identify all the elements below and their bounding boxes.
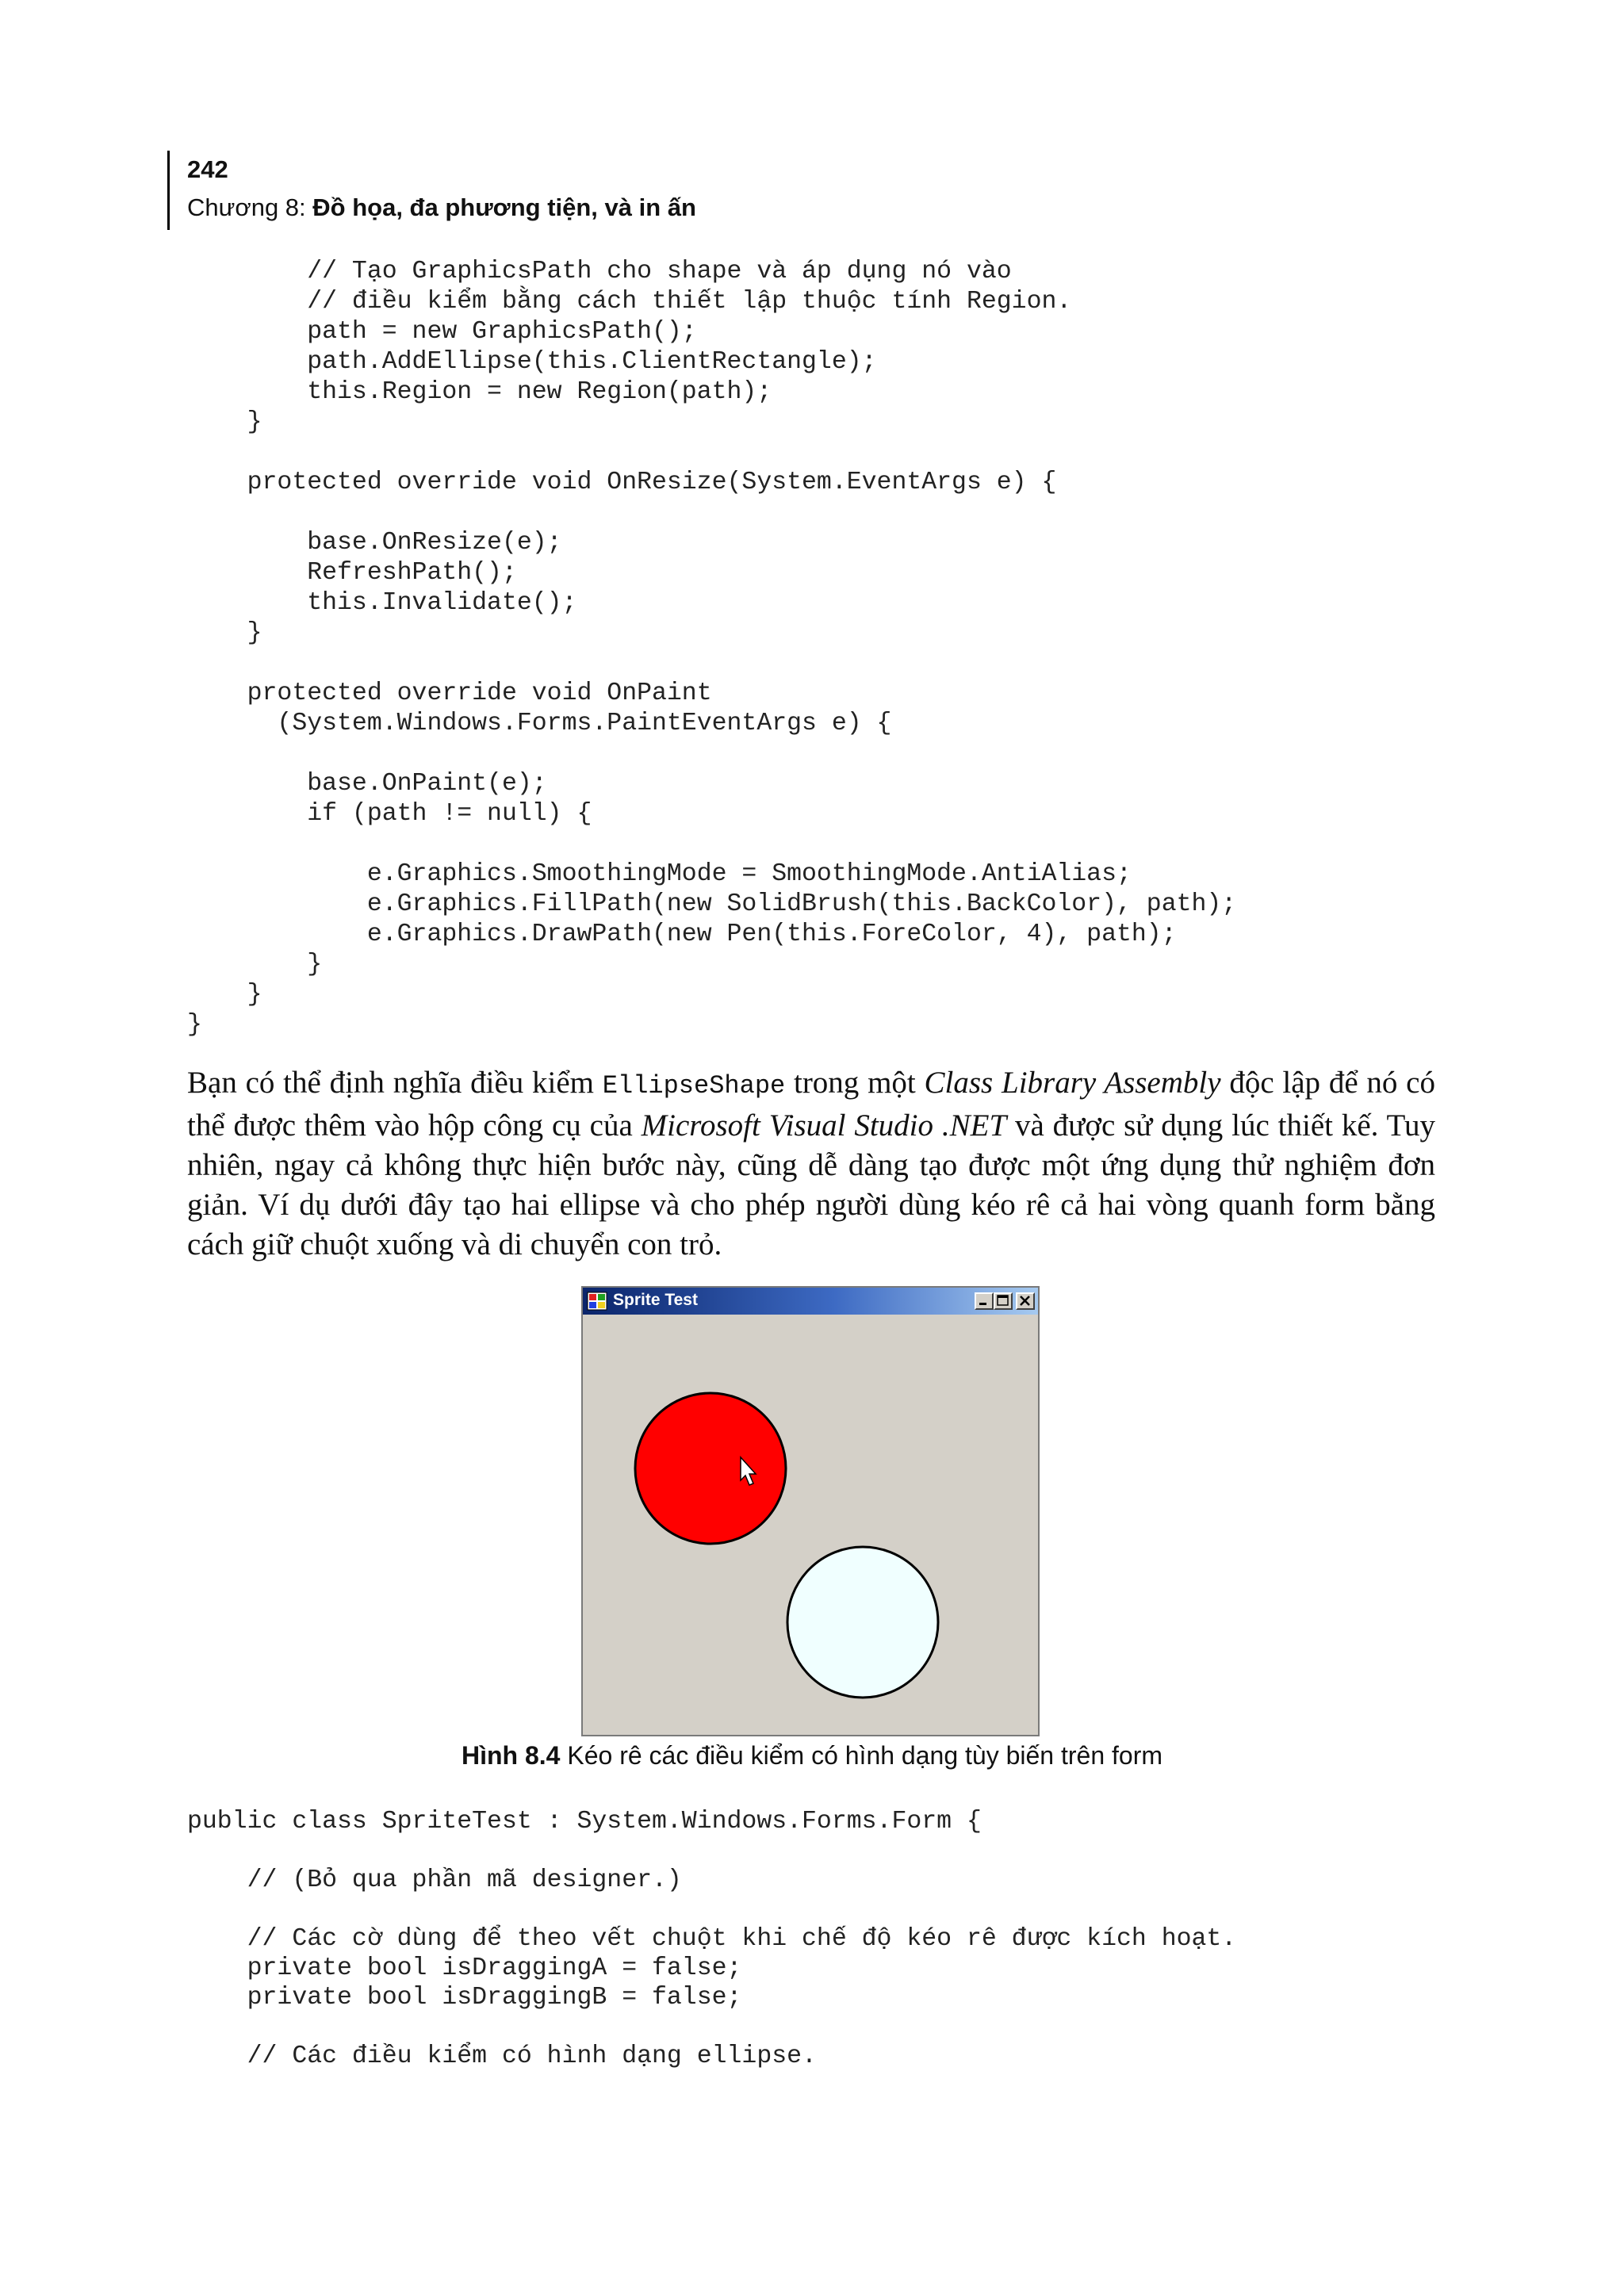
paragraph-text-2: trong một <box>785 1066 925 1100</box>
code-block-1 <box>187 257 1236 1040</box>
code-line: private bool isDraggingB = false; <box>187 1984 742 2012</box>
code-line: // (Bỏ qua phần mã designer.) <box>187 1866 682 1894</box>
header-rule <box>167 151 170 230</box>
figure-caption <box>0 1741 1624 1770</box>
code-line: RefreshPath(); <box>187 559 517 587</box>
code-line: private bool isDraggingA = false; <box>187 1954 742 1982</box>
maximize-button[interactable] <box>994 1292 1013 1310</box>
code-line <box>187 498 1236 528</box>
ellipse-shape-b[interactable] <box>787 1547 938 1698</box>
close-icon <box>1017 1294 1033 1308</box>
code-line: base.OnPaint(e); <box>187 770 547 798</box>
caption-text: Kéo rê các điều kiểm có hình dạng tùy biến trên form <box>560 1741 1162 1770</box>
code-line <box>187 438 1236 468</box>
code-line: (System.Windows.Forms.PaintEventArgs e) { <box>187 710 892 737</box>
emphasis-visual-studio: Microsoft Visual Studio .NET <box>641 1108 1007 1143</box>
ellipse-shape-a[interactable] <box>635 1393 786 1544</box>
maximize-icon <box>995 1294 1011 1308</box>
code-line: e.Graphics.SmoothingMode = SmoothingMode.AntiAlias; <box>187 860 1132 888</box>
sprite-test-window <box>581 1286 1040 1736</box>
caption-label: Hình 8.4 <box>462 1741 561 1770</box>
app-icon[interactable] <box>587 1292 607 1311</box>
window-titlebar[interactable] <box>583 1288 1038 1315</box>
page-number: 242 <box>187 155 228 183</box>
code-line: } <box>187 981 262 1009</box>
code-line: public class SpriteTest : System.Windows.Forms.Form { <box>187 1808 982 1836</box>
inline-code: EllipseShape <box>602 1071 786 1101</box>
code-line: this.Invalidate(); <box>187 589 577 617</box>
minimize-button[interactable] <box>975 1292 994 1310</box>
code-line: } <box>187 619 262 647</box>
code-line: e.Graphics.FillPath(new SolidBrush(this.BackColor), path); <box>187 890 1237 918</box>
code-line: // điều kiểm bằng cách thiết lập thuộc tính Region. <box>187 288 1072 316</box>
window-title: Sprite Test <box>613 1291 698 1309</box>
chapter-title: Đồ họa, đa phương tiện, và in ấn <box>312 193 696 221</box>
code-line: if (path != null) { <box>187 800 592 828</box>
emphasis-class-library: Class Library Assembly <box>924 1066 1221 1100</box>
code-line: protected override void OnPaint <box>187 679 712 707</box>
chapter-heading <box>187 193 696 222</box>
code-line: base.OnResize(e); <box>187 529 562 557</box>
code-line: // Các điều kiểm có hình dạng ellipse. <box>187 2042 817 2070</box>
code-line: } <box>187 1011 202 1039</box>
code-line: path.AddEllipse(this.ClientRectangle); <box>187 348 877 376</box>
close-button[interactable] <box>1016 1292 1035 1310</box>
form-client-area <box>583 1315 1038 1735</box>
paragraph-text-1: Bạn có thể định nghĩa điều kiểm <box>187 1066 603 1100</box>
code-line <box>187 829 1236 859</box>
code-line <box>187 2012 1236 2042</box>
paragraph-text-4: và được sử dụng lúc thiết kế. Tuy nhiên, ngay cả không thực hiện bước này, cũng dễ dàng tạo được một ứng dụng thử nghiệm đơn giản. Ví dụ dưới đây tạo hai ellipse và cho phép người dùng kéo rê cả hai vòng quanh form bằng cách giữ chuột xuống và di chuyển con trỏ. <box>187 1108 1436 1261</box>
code-block-2 <box>187 1807 1236 2071</box>
paragraph-text-3: độc lập để nó có thể được thêm vào hộp công cụ của <box>187 1066 1435 1143</box>
code-line: // Các cờ dùng để theo vết chuột khi chế độ kéo rê được kích hoạt. <box>187 1925 1237 1953</box>
code-line <box>187 739 1236 769</box>
chapter-label: Chương 8: <box>187 193 313 221</box>
code-line: } <box>187 951 323 978</box>
code-line: } <box>187 408 262 436</box>
code-line: protected override void OnResize(System.EventArgs e) { <box>187 469 1057 496</box>
code-line: e.Graphics.DrawPath(new Pen(this.ForeColor, 4), path); <box>187 921 1177 948</box>
code-line <box>187 649 1236 679</box>
code-line: // Tạo GraphicsPath cho shape và áp dụng nó vào <box>187 258 1012 285</box>
code-line <box>187 1836 1236 1866</box>
code-line: path = new GraphicsPath(); <box>187 318 697 346</box>
body-paragraph <box>187 1063 1435 1265</box>
code-line: this.Region = new Region(path); <box>187 378 772 406</box>
minimize-icon <box>976 1294 992 1308</box>
code-line <box>187 1895 1236 1924</box>
